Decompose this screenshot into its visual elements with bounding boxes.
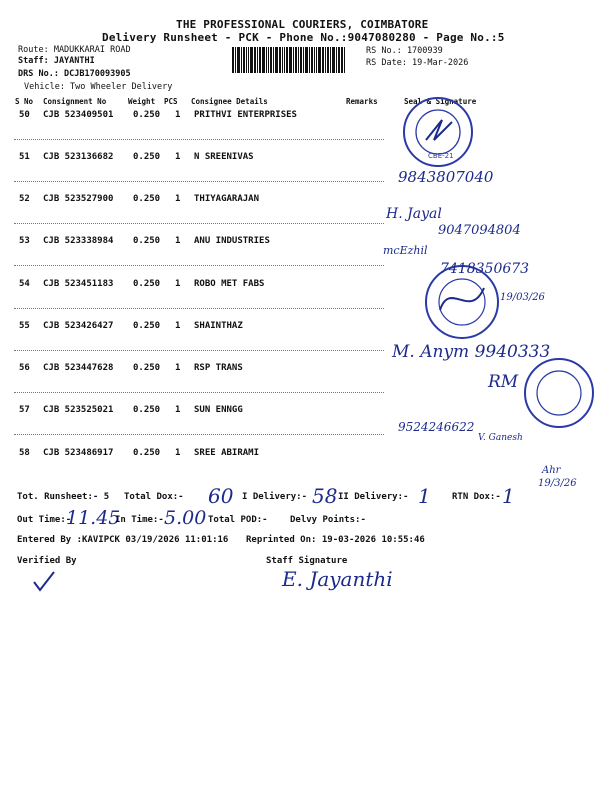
row-consignee: SUN ENNGG bbox=[194, 405, 243, 415]
delvy-points-label: Delvy Points:- bbox=[290, 515, 366, 525]
row-sno: 53 bbox=[19, 236, 30, 246]
table-row bbox=[0, 236, 600, 258]
entered-by: Entered By :KAVIPCK 03/19/2026 11:01:16 bbox=[17, 535, 229, 545]
table-row bbox=[0, 321, 600, 343]
row-consignment: CJB 523451183 bbox=[43, 279, 114, 289]
total-dox-label: Total Dox:- bbox=[124, 492, 184, 502]
row-sno: 58 bbox=[19, 448, 30, 458]
row-consignee: ROBO MET FABS bbox=[194, 279, 265, 289]
row-pcs: 1 bbox=[175, 236, 181, 246]
row-consignment: CJB 523486917 bbox=[43, 448, 114, 458]
row-consignment: CJB 523338984 bbox=[43, 236, 114, 246]
rtn-dox-value: 1 bbox=[502, 484, 515, 508]
row-consignee: THIYAGARAJAN bbox=[194, 194, 260, 204]
row-divider bbox=[14, 181, 384, 182]
row-sno: 50 bbox=[19, 110, 30, 120]
col-seal-signature: Seal & Signature bbox=[404, 97, 477, 106]
ii-delivery-label: II Delivery:- bbox=[338, 492, 409, 502]
row-weight: 0.250 bbox=[133, 194, 161, 204]
row-weight: 0.250 bbox=[133, 236, 161, 246]
vehicle: Vehicle: Two Wheeler Delivery bbox=[24, 82, 173, 92]
row-pcs: 1 bbox=[175, 279, 181, 289]
row-pcs: 1 bbox=[175, 448, 181, 458]
row-consignee: PRITHVI ENTERPRISES bbox=[194, 110, 297, 120]
staff: Staff: JAYANTHI bbox=[18, 56, 95, 66]
row-weight: 0.250 bbox=[133, 363, 161, 373]
row-sno: 52 bbox=[19, 194, 30, 204]
table-row bbox=[0, 448, 600, 470]
stamp-rsp-seal bbox=[518, 352, 600, 434]
company-title: THE PROFESSIONAL COURIERS, COIMBATORE bbox=[176, 18, 429, 31]
runsheet-subtitle: Delivery Runsheet - PCK - Phone No.:9047080280 - Page No.:5 bbox=[102, 31, 505, 44]
col-consignment: Consignment No bbox=[43, 97, 107, 106]
handwriting-row55-b: RM bbox=[488, 372, 519, 392]
row-consignment: CJB 523447628 bbox=[43, 363, 114, 373]
stamp-prithvi-seal bbox=[398, 92, 478, 172]
row-weight: 0.250 bbox=[133, 448, 161, 458]
handwriting-row55: M. Anym 9940333 bbox=[392, 342, 551, 362]
row-consignee: SHAINTHAZ bbox=[194, 321, 243, 331]
row-consignee: SREE ABIRAMI bbox=[194, 448, 260, 458]
row-divider bbox=[14, 223, 384, 224]
handwriting-row54-date: 19/03/26 bbox=[500, 292, 545, 303]
row-sno: 55 bbox=[19, 321, 30, 331]
route: Route: MADUKKARAI ROAD bbox=[18, 45, 131, 55]
row-pcs: 1 bbox=[175, 194, 181, 204]
col-pcs: PCS bbox=[164, 97, 178, 106]
row-divider bbox=[14, 392, 384, 393]
row-consignee: RSP TRANS bbox=[194, 363, 243, 373]
out-time-label: Out Time:- bbox=[17, 515, 72, 525]
handwriting-row57-phone: 9524246622 bbox=[398, 420, 475, 434]
row-divider bbox=[14, 350, 384, 351]
row-pcs: 1 bbox=[175, 110, 181, 120]
row-consignee: ANU INDUSTRIES bbox=[194, 236, 270, 246]
table-row bbox=[0, 194, 600, 216]
table-row bbox=[0, 152, 600, 174]
tot-runsheet: Tot. Runsheet:- 5 bbox=[17, 492, 110, 502]
ii-delivery-value: 1 bbox=[418, 484, 431, 508]
row-pcs: 1 bbox=[175, 152, 181, 162]
row-consignee: N SREENIVAS bbox=[194, 152, 254, 162]
handwriting-row52-phone: 9047094804 bbox=[438, 223, 521, 238]
row-sno: 57 bbox=[19, 405, 30, 415]
out-time-value: 11.45 bbox=[66, 507, 121, 529]
row-consignment: CJB 523527900 bbox=[43, 194, 114, 204]
table-row bbox=[0, 405, 600, 427]
handwriting-row51-phone: 9843807040 bbox=[398, 168, 494, 186]
table-row bbox=[0, 110, 600, 132]
handwriting-row52-name: H. Jayal bbox=[386, 206, 442, 222]
row-weight: 0.250 bbox=[133, 405, 161, 415]
handwriting-row58: Ahr bbox=[542, 465, 561, 476]
col-sno: S No bbox=[15, 97, 34, 106]
in-time-label: In Time:- bbox=[115, 515, 164, 525]
verified-by-label: Verified By bbox=[17, 556, 77, 566]
row-pcs: 1 bbox=[175, 405, 181, 415]
drs-number: DRS No.: DCJB170093905 bbox=[18, 69, 131, 79]
total-pod-label: Total POD:- bbox=[208, 515, 268, 525]
staff-signature-label: Staff Signature bbox=[266, 556, 348, 566]
row-pcs: 1 bbox=[175, 321, 181, 331]
rs-number: RS No.: 1700939 bbox=[366, 46, 443, 56]
row-divider bbox=[14, 434, 384, 435]
row-weight: 0.250 bbox=[133, 152, 161, 162]
row-weight: 0.250 bbox=[133, 110, 161, 120]
row-sno: 51 bbox=[19, 152, 30, 162]
handwriting-row54-phone: 7418350673 bbox=[440, 261, 530, 277]
svg-text:CBE-21: CBE-21 bbox=[428, 152, 454, 160]
row-consignment: CJB 523525021 bbox=[43, 405, 114, 415]
rtn-dox-label: RTN Dox:- bbox=[452, 492, 501, 502]
staff-signature-value: E. Jayanthi bbox=[282, 567, 393, 591]
total-dox-value: 60 bbox=[208, 484, 234, 508]
handwriting-row53: mcEzhil bbox=[383, 244, 428, 257]
row-sno: 54 bbox=[19, 279, 30, 289]
handwriting-row58-date: 19/3/26 bbox=[538, 478, 577, 489]
verified-tick-mark bbox=[32, 570, 56, 594]
i-delivery-label: I Delivery:- bbox=[242, 492, 308, 502]
row-divider bbox=[14, 308, 384, 309]
barcode bbox=[232, 47, 360, 73]
in-time-value: 5.00 bbox=[164, 507, 207, 529]
handwriting-row57-name: V. Ganesh bbox=[478, 433, 523, 443]
col-weight: Weight bbox=[128, 97, 156, 106]
rs-date: RS Date: 19-Mar-2026 bbox=[366, 58, 469, 68]
row-sno: 56 bbox=[19, 363, 30, 373]
row-consignment: CJB 523136682 bbox=[43, 152, 114, 162]
row-divider bbox=[14, 139, 384, 140]
row-divider bbox=[14, 265, 384, 266]
row-weight: 0.250 bbox=[133, 321, 161, 331]
row-pcs: 1 bbox=[175, 363, 181, 373]
i-delivery-value: 58 bbox=[312, 484, 338, 508]
reprinted-on: Reprinted On: 19-03-2026 10:55:46 bbox=[246, 535, 425, 545]
col-consignee: Consignee Details bbox=[191, 97, 268, 106]
row-consignment: CJB 523426427 bbox=[43, 321, 114, 331]
row-consignment: CJB 523409501 bbox=[43, 110, 114, 120]
col-remarks: Remarks bbox=[346, 97, 378, 106]
row-weight: 0.250 bbox=[133, 279, 161, 289]
